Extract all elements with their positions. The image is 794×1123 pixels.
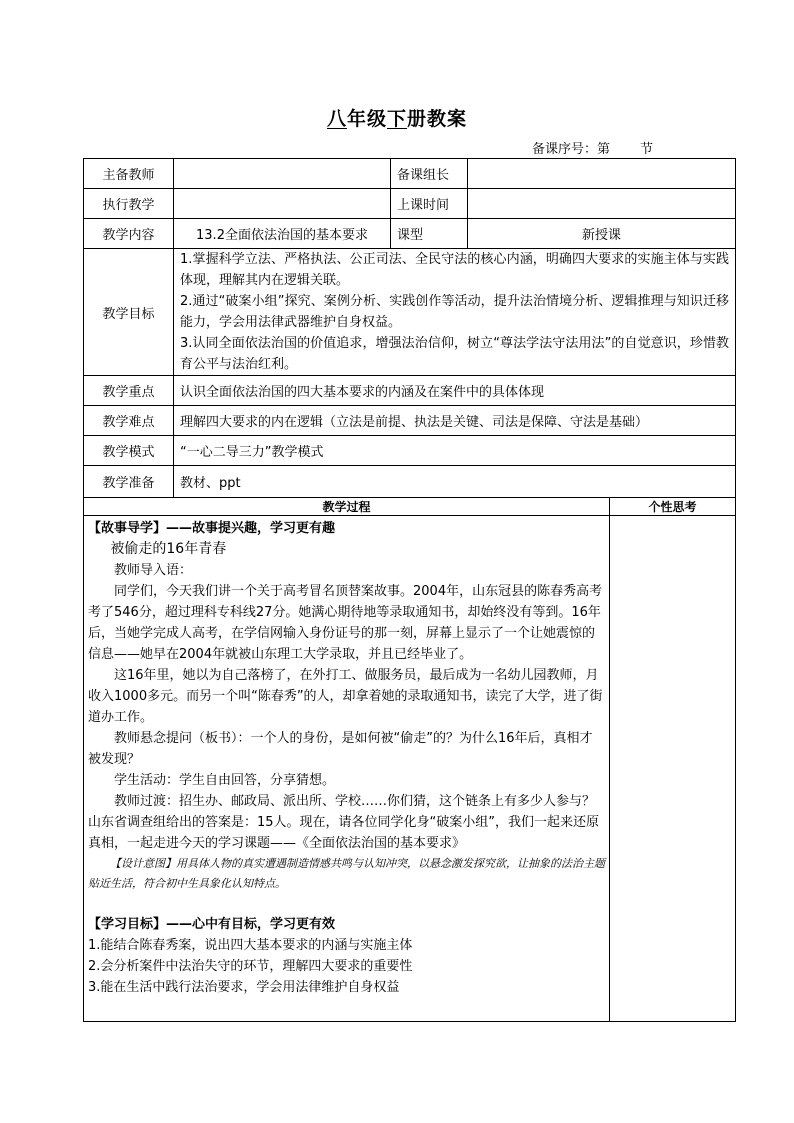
lesson-plan-table <box>83 158 736 1022</box>
document-title <box>0 104 794 131</box>
serial-label: 备课序号：第 <box>532 142 611 157</box>
group-leader-label: 备课组长 <box>391 159 468 189</box>
serial-unit: 节 <box>640 142 654 157</box>
title-term-blank: 下 <box>387 108 408 130</box>
teacher-label: 主备教师 <box>84 159 174 189</box>
goals-list <box>174 249 736 376</box>
title-grade-blank: 八 <box>326 108 347 130</box>
reflection-header: 个性思考 <box>610 498 736 516</box>
title-grade-text: 年级 <box>346 108 387 130</box>
goal-item: 2.通过“破案小组”探究、案例分析、实践创作等活动，提升法治情境分析、逻辑推理与知识迁移能力，学会用法律武器维护自身权益。 <box>180 294 730 330</box>
learning-goal-item: 3.能在生活中践行法治要求，学会用法律维护自身权益 <box>88 980 400 995</box>
teacher-value-cell[interactable] <box>174 159 391 189</box>
story-title: 被偷走的16年青春 <box>110 541 227 557</box>
lesson-serial <box>532 138 657 157</box>
key-point-value: 认识全面依法治国的四大基本要求的内涵及在案件中的具体体现 <box>174 376 736 406</box>
difficulty-label: 教学难点 <box>84 406 174 436</box>
learning-goal-item: 1.能结合陈春秀案，说出四大基本要求的内涵与实施主体 <box>88 938 413 953</box>
difficulty-value: 理解四大要求的内在逻辑（立法是前提、执法是关键、司法是保障、守法是基础） <box>174 406 736 436</box>
class-time-value-cell[interactable] <box>468 189 736 219</box>
reflection-cell[interactable] <box>610 516 736 1022</box>
content-label: 教学内容 <box>84 219 174 249</box>
teacher-transition: 教师过渡：招生办、邮政局、派出所、学校……你们猜，这个链条上有多少人参与？山东省调查组给出的答案是：15人。现在，请各位同学化身“破案小组”，我们一起来还原真相，一起走进今天的学习课题——《全面依法治国的基本要求》 <box>88 794 600 851</box>
goals-label: 教学目标 <box>84 249 174 376</box>
goal-item: 3.认同全面依法治国的价值追求，增强法治信仰，树立“尊法学法守法用法”的自觉意识，珍惜教育公平与法治红利。 <box>180 336 730 372</box>
intro-label: 教师导入语： <box>114 563 193 578</box>
goal-item: 1.掌握科学立法、严格执法、公正司法、全民守法的核心内涵，明确四大要求的实施主体与实践体现，理解其内在逻辑关联。 <box>180 252 730 288</box>
process-header: 教学过程 <box>84 498 610 516</box>
design-note: 【设计意图】用具体人物的真实遭遇制造情感共鸣与认知冲突，以悬念激发探究欲，让抽象的法治主题贴近生活，符合初中生具象化认知特点。 <box>88 857 605 890</box>
teacher-question: 教师悬念提问（板书）：一个人的身份，是如何被“偷走”的？为什么16年后，真相才被发现？ <box>88 731 593 767</box>
executor-label: 执行教学 <box>84 189 174 219</box>
story-paragraph: 同学们，今天我们讲一个关于高考冒名顶替案故事。2004年，山东冠县的陈春秀高考考了546分，超过理科专科线27分。她满心期待地等录取通知书，却始终没有等到。16年后，当她学完成人高考，在学信网输入身份证号的那一刻，屏幕上显示了一个让她震惊的信息——她早在2004年就被山东理工大学录取，并且已经毕业了。 <box>88 584 603 662</box>
lesson-type-label: 课型 <box>391 219 468 249</box>
executor-value-cell[interactable] <box>174 189 391 219</box>
key-point-label: 教学重点 <box>84 376 174 406</box>
learning-goal-item: 2.会分析案件中法治失守的环节，理解四大要求的重要性 <box>88 959 413 974</box>
prep-value: 教材、ppt <box>174 466 736 498</box>
learning-goals-heading: 【学习目标】——心中有目标，学习更有效 <box>88 917 336 932</box>
story-paragraph: 这16年里，她以为自己落榜了，在外打工、做服务员，最后成为一名幼儿园教师，月收入1000多元。而另一个叫“陈春秀”的人，却拿着她的录取通知书，读完了大学，进了街道办工作。 <box>88 668 603 725</box>
prep-label: 教学准备 <box>84 466 174 498</box>
mode-value: “一心二导三力”教学模式 <box>174 436 736 466</box>
lesson-type-value: 新授课 <box>468 219 736 249</box>
process-content <box>84 516 610 1022</box>
title-rest: 册教案 <box>407 108 468 130</box>
student-activity: 学生活动：学生自由回答，分享猜想。 <box>114 773 336 788</box>
mode-label: 教学模式 <box>84 436 174 466</box>
class-time-label: 上课时间 <box>391 189 468 219</box>
story-heading: 【故事导学】——故事提兴趣，学习更有趣 <box>88 521 336 536</box>
group-leader-value-cell[interactable] <box>468 159 736 189</box>
content-value: 13.2全面依法治国的基本要求 <box>174 219 391 249</box>
